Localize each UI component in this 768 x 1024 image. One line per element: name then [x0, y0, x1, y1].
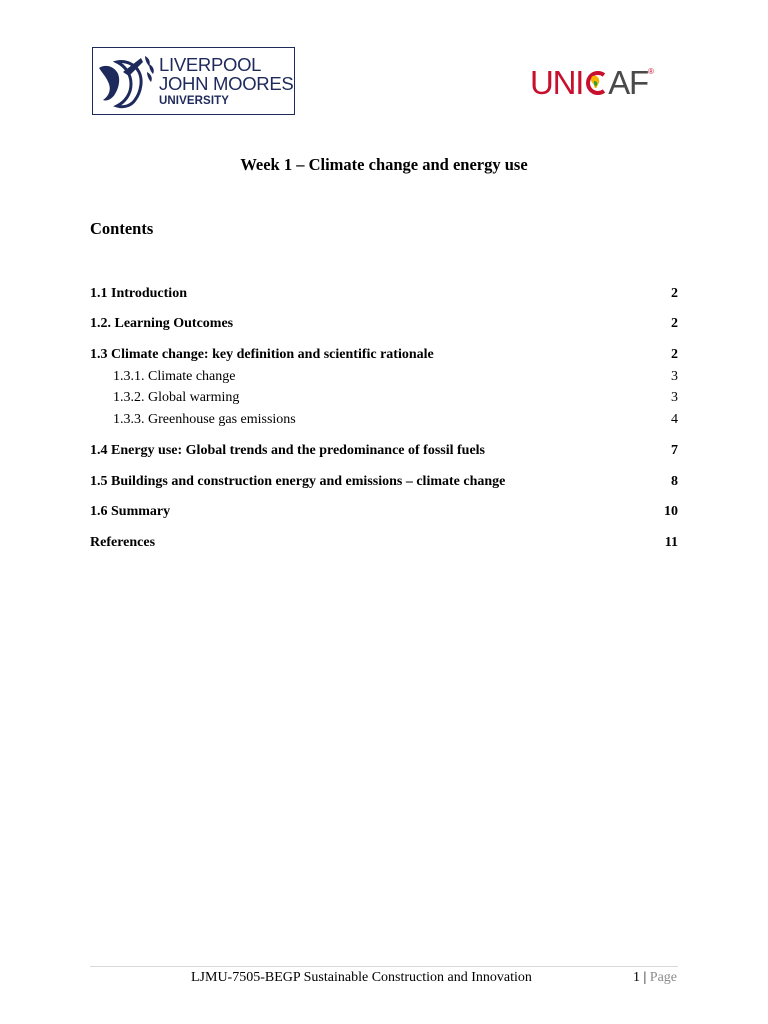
toc-entry-page: 3 [671, 369, 678, 384]
toc-entry-label: 1.3 Climate change: key definition and scientific rationale [90, 347, 434, 362]
document-title: Week 1 – Climate change and energy use [240, 155, 528, 174]
ljmu-logo-line1: LIVERPOOL [159, 54, 262, 75]
page-label: Page [649, 970, 677, 985]
toc-entry-label: 1.3.3. Greenhouse gas emissions [113, 412, 296, 427]
toc-entry-page: 4 [671, 412, 678, 427]
toc-entry-page: 10 [664, 504, 678, 519]
toc-entry-page: 3 [671, 390, 678, 405]
registered-mark: ® [648, 67, 654, 76]
unicaf-logo-part1: UNI [530, 64, 584, 101]
table-of-contents [90, 0, 678, 600]
toc-entry-global-warming[interactable] [113, 389, 678, 407]
toc-entry-page: 8 [671, 474, 678, 489]
toc-entry-energy-use[interactable] [90, 442, 678, 460]
toc-entry-buildings-construction[interactable] [90, 473, 678, 491]
toc-entry-page: 11 [664, 535, 678, 550]
toc-entry-summary[interactable] [90, 503, 678, 521]
toc-entry-label: 1.2. Learning Outcomes [90, 316, 234, 331]
toc-entry-page: 2 [671, 316, 678, 331]
toc-entry-label: 1.3.1. Climate change [113, 369, 236, 384]
ljmu-logo-line2: JOHN MOORES [159, 73, 294, 94]
toc-entry-references[interactable] [90, 534, 678, 552]
unicaf-logo-part2: AF [608, 64, 649, 101]
footer-divider [90, 966, 678, 967]
toc-entry-label: 1.1 Introduction [90, 286, 187, 301]
toc-entry-label: 1.4 Energy use: Global trends and the predominance of fossil fuels [90, 443, 486, 458]
toc-entry-climate-change[interactable] [113, 368, 678, 386]
footer-page-number [633, 970, 677, 986]
contents-heading: Contents [90, 219, 154, 238]
toc-entry-greenhouse-gas[interactable] [113, 411, 678, 429]
page-number: 1 [632, 970, 640, 985]
page-separator: | [643, 970, 647, 985]
toc-entry-label: 1.5 Buildings and construction energy and emissions – climate change [90, 474, 506, 489]
footer-course-title: LJMU-7505-BEGP Sustainable Construction and Innovation [191, 970, 532, 985]
toc-entry-page: 7 [671, 443, 678, 458]
toc-entry-label: 1.3.2. Global warming [113, 390, 240, 405]
toc-entry-page: 2 [671, 347, 678, 362]
ljmu-logo-line3: UNIVERSITY [159, 95, 230, 107]
toc-entry-climate-change-definition[interactable] [90, 346, 678, 364]
toc-entry-label: References [90, 535, 156, 550]
toc-entry-introduction[interactable] [90, 285, 678, 303]
toc-entry-label: 1.6 Summary [90, 504, 171, 519]
toc-entry-page: 2 [671, 286, 678, 301]
toc-entry-learning-outcomes[interactable] [90, 315, 678, 333]
